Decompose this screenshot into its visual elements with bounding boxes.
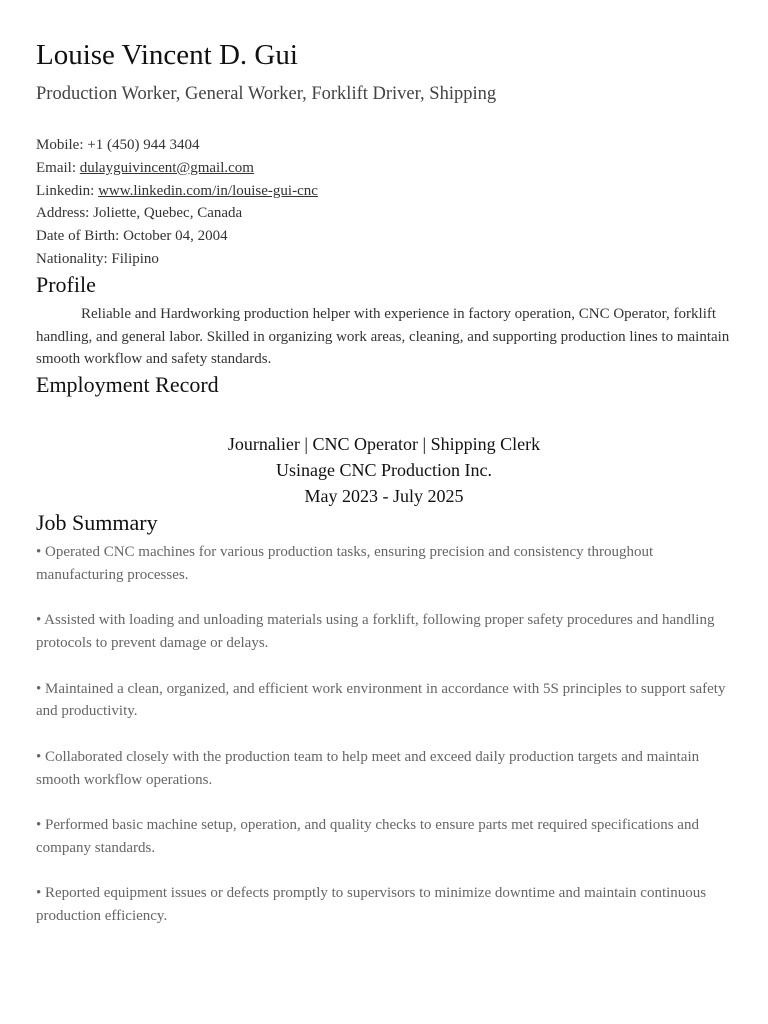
mobile-value: +1 (450) 944 3404 [87,137,200,153]
job-title: Journalier | CNC Operator | Shipping Clerk [227,434,541,455]
list-item: • Assisted with loading and unloading materials using a forklift, following proper safety procedures and handling protocols to prevent damage or delays. [36,612,715,652]
profile-heading: Profile [36,271,96,297]
list-item: • Reported equipment issues or defects promptly to supervisors to minimize downtime and maintain continuous production efficiency. [36,885,707,924]
employment-heading: Employment Record [36,372,219,398]
dob-label: Date of Birth: [36,228,124,245]
candidate-name: Louise Vincent D. Gui [36,39,298,71]
job-dates: May 2023 - July 2025 [304,486,464,507]
contact-address [36,202,732,225]
list-item: • Maintained a clean, organized, and efficient work environment in accordance with 5S principles to support safety and productivity. [36,680,726,720]
linkedin-link[interactable]: www.linkedin.com/in/louise-gui-cnc [98,182,318,199]
job-summary-heading: Job Summary [36,510,158,536]
profile-text: Reliable and Hardworking production helper with experience in factory operation, CNC Operator, forklift handling, and general labor. Skilled in organizing work areas, cleaning, and supporting production lines to maintain smooth workflow and safety standards. [36,305,730,368]
job-summary-list [36,541,732,928]
contact-block [36,134,732,271]
email-label: Email: [36,159,80,176]
list-item: • Performed basic machine setup, operation, and quality checks to ensure parts met required specifications and company standards. [36,816,699,856]
linkedin-label: Linkedin: [36,182,99,199]
contact-linkedin [36,180,732,203]
job-header [36,431,732,509]
dob-value: October 04, 2004 [123,228,228,245]
contact-nationality [36,248,732,271]
address-value: Joliette, Quebec, Canada [93,205,243,222]
address-label: Address: [36,205,94,222]
candidate-headline: Production Worker, General Worker, Forklift Driver, Shipping [36,84,497,104]
mobile-label: Mobile: [36,137,88,153]
nationality-label: Nationality: [36,250,112,267]
nationality-value: Filipino [111,250,159,267]
list-item: • Operated CNC machines for various production tasks, ensuring precision and consistency throughout manufacturing processes. [36,544,654,583]
email-link[interactable]: dulayguivincent@gmail.com [79,159,254,176]
list-item: • Collaborated closely with the production team to help meet and exceed daily production targets and maintain smooth workflow operations. [36,748,700,788]
company-name: Usinage CNC Production Inc. [276,460,492,481]
contact-mobile [36,134,732,157]
contact-dob [36,225,732,248]
contact-email [36,157,732,180]
